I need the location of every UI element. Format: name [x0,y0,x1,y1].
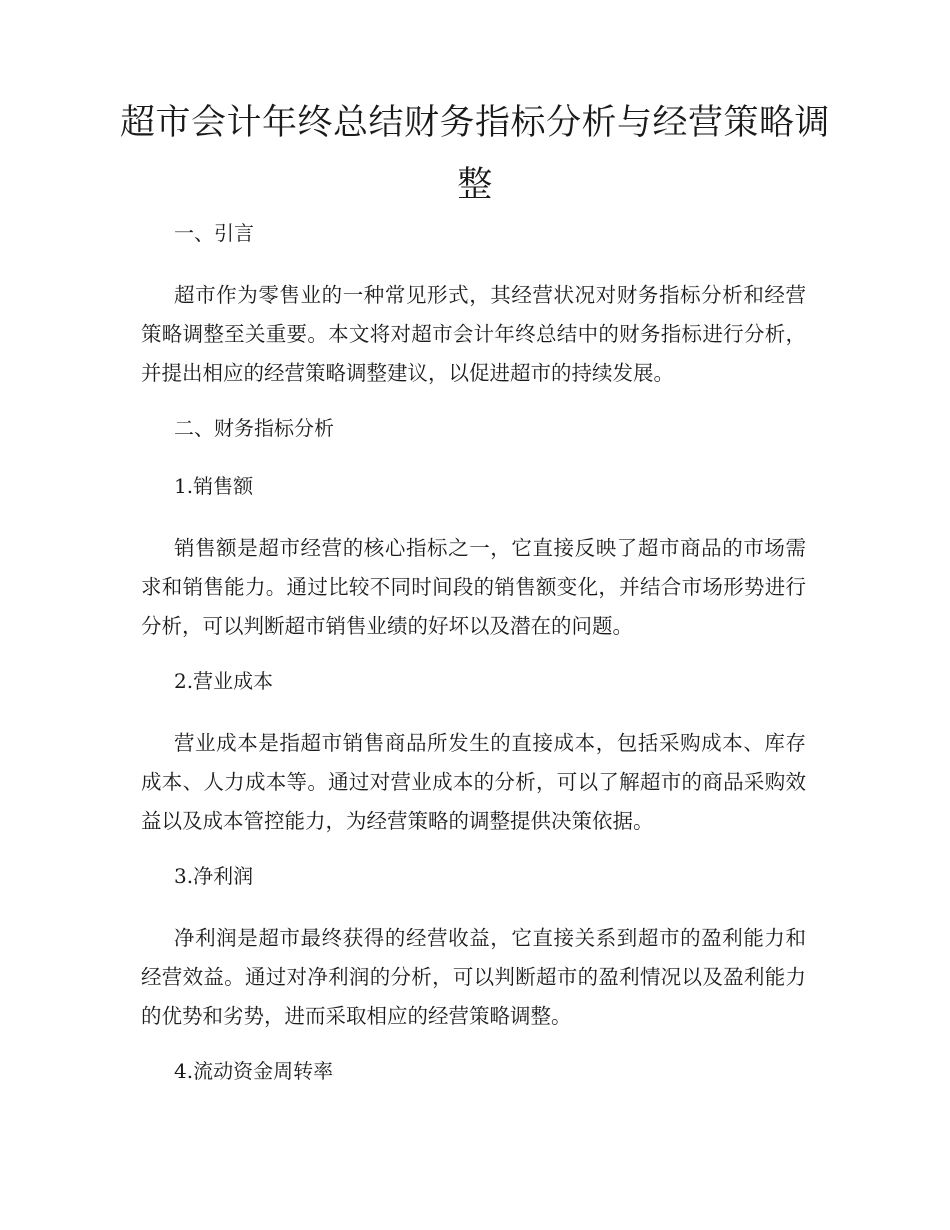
subsection-heading: 2.营业成本 [174,669,274,693]
section-heading: 一、引言 [174,221,254,245]
subsection-heading: 1.销售额 [174,474,254,498]
body-paragraph: 销售额是超市经营的核心指标之一，它直接反映了超市商品的市场需求和销售能力。通过比较不同时间段的销售额变化，并结合市场形势进行分析，可以判断超市销售业绩的好坏以及潜在的问题。 [141,536,806,638]
body-paragraph: 超市作为零售业的一种常见形式，其经营状况对财务指标分析和经营策略调整至关重要。本文将对超市会计年终总结中的财务指标进行分析，并提出相应的经营策略调整建议，以促进超市的持续发展。 [141,283,806,385]
body-paragraph: 营业成本是指超市销售商品所发生的直接成本，包括采购成本、库存成本、人力成本等。通过对营业成本的分析，可以了解超市的商品采购效益以及成本管控能力，为经营策略的调整提供决策依据。 [141,731,806,833]
subsection-heading: 4.流动资金周转率 [174,1059,334,1083]
subsection-heading: 3.净利润 [174,864,254,888]
document-title: 超市会计年终总结财务指标分析与经营策略调整 [120,103,831,205]
body-paragraph: 净利润是超市最终获得的经营收益，它直接关系到超市的盈利能力和经营效益。通过对净利润的分析，可以判断超市的盈利情况以及盈利能力的优势和劣势，进而采取相应的经营策略调整。 [141,926,806,1028]
document-body [141,218,806,1114]
section-heading: 二、财务指标分析 [174,416,334,440]
